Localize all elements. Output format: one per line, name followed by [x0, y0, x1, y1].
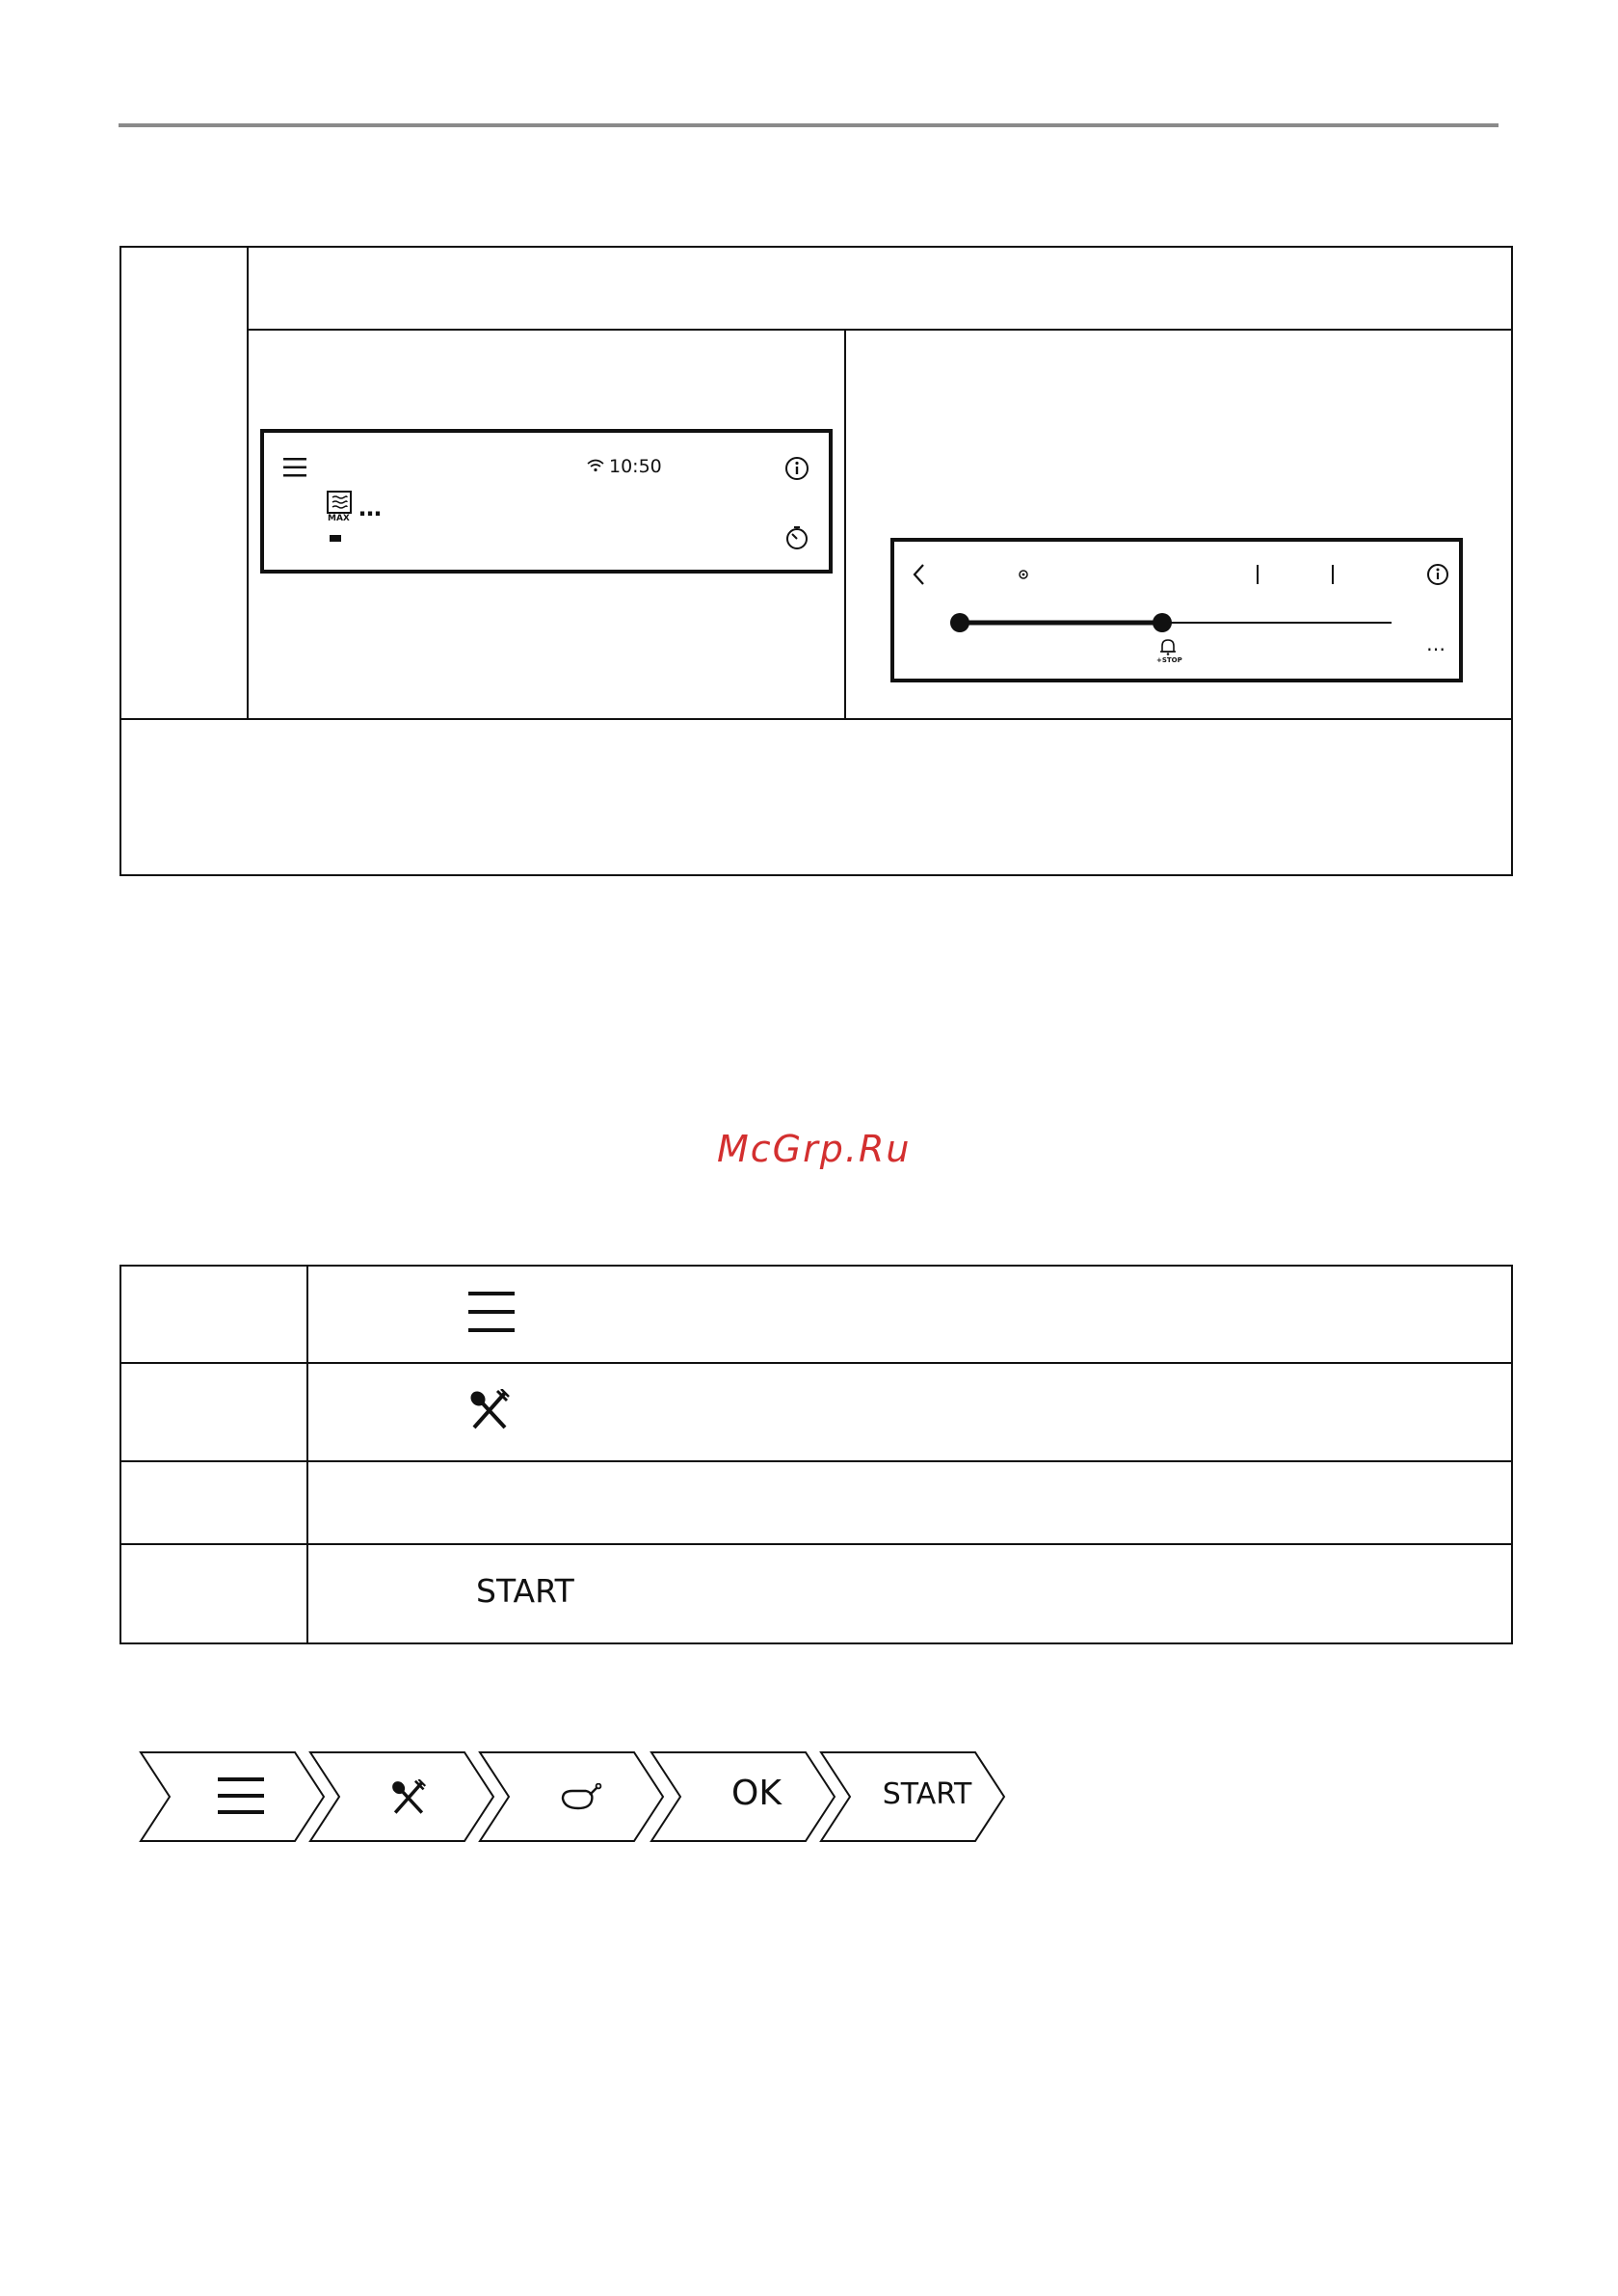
cutlery-icon: [389, 1779, 428, 1816]
menu-icon: [468, 1290, 515, 1334]
timer-slider[interactable]: [948, 611, 1401, 634]
back-chevron-icon[interactable]: [912, 563, 927, 586]
separator-bar: [1332, 565, 1334, 584]
cutlery-icon: [468, 1389, 511, 1431]
more-dots[interactable]: …: [1426, 632, 1446, 655]
display-screen-main: [260, 429, 833, 574]
display-screen-timer: [890, 538, 1463, 682]
table-row: [308, 1462, 1511, 1541]
table-row: [308, 1267, 1511, 1361]
max-label: MAX: [328, 514, 350, 523]
ok-label: OK: [731, 1774, 782, 1813]
table-divider: [247, 329, 1513, 331]
level-bar: [330, 535, 341, 542]
start-text: START: [476, 1572, 574, 1610]
chicken-icon: [559, 1783, 603, 1812]
clock-time: 10:50: [609, 456, 662, 477]
fan-icon: [1018, 569, 1029, 580]
wifi-icon: [586, 458, 605, 473]
table-divider: [119, 718, 1513, 720]
table-row: [308, 1364, 1511, 1458]
menu-icon[interactable]: [283, 456, 308, 479]
stop-label: +STOP: [1156, 656, 1182, 664]
menu-icon: [218, 1775, 264, 1816]
info-icon[interactable]: [784, 456, 809, 481]
header-rule: [119, 123, 1499, 127]
start-label: START: [882, 1777, 972, 1811]
separator-bar: [1257, 565, 1259, 584]
timer-icon[interactable]: [784, 525, 809, 550]
table-row: [308, 1545, 1511, 1642]
table-divider: [247, 246, 249, 720]
info-icon[interactable]: [1426, 563, 1449, 586]
watermark: McGrp.Ru: [717, 1128, 912, 1170]
bell-icon: [1158, 638, 1178, 655]
table-divider: [844, 329, 846, 720]
more-dots[interactable]: …: [358, 494, 382, 521]
